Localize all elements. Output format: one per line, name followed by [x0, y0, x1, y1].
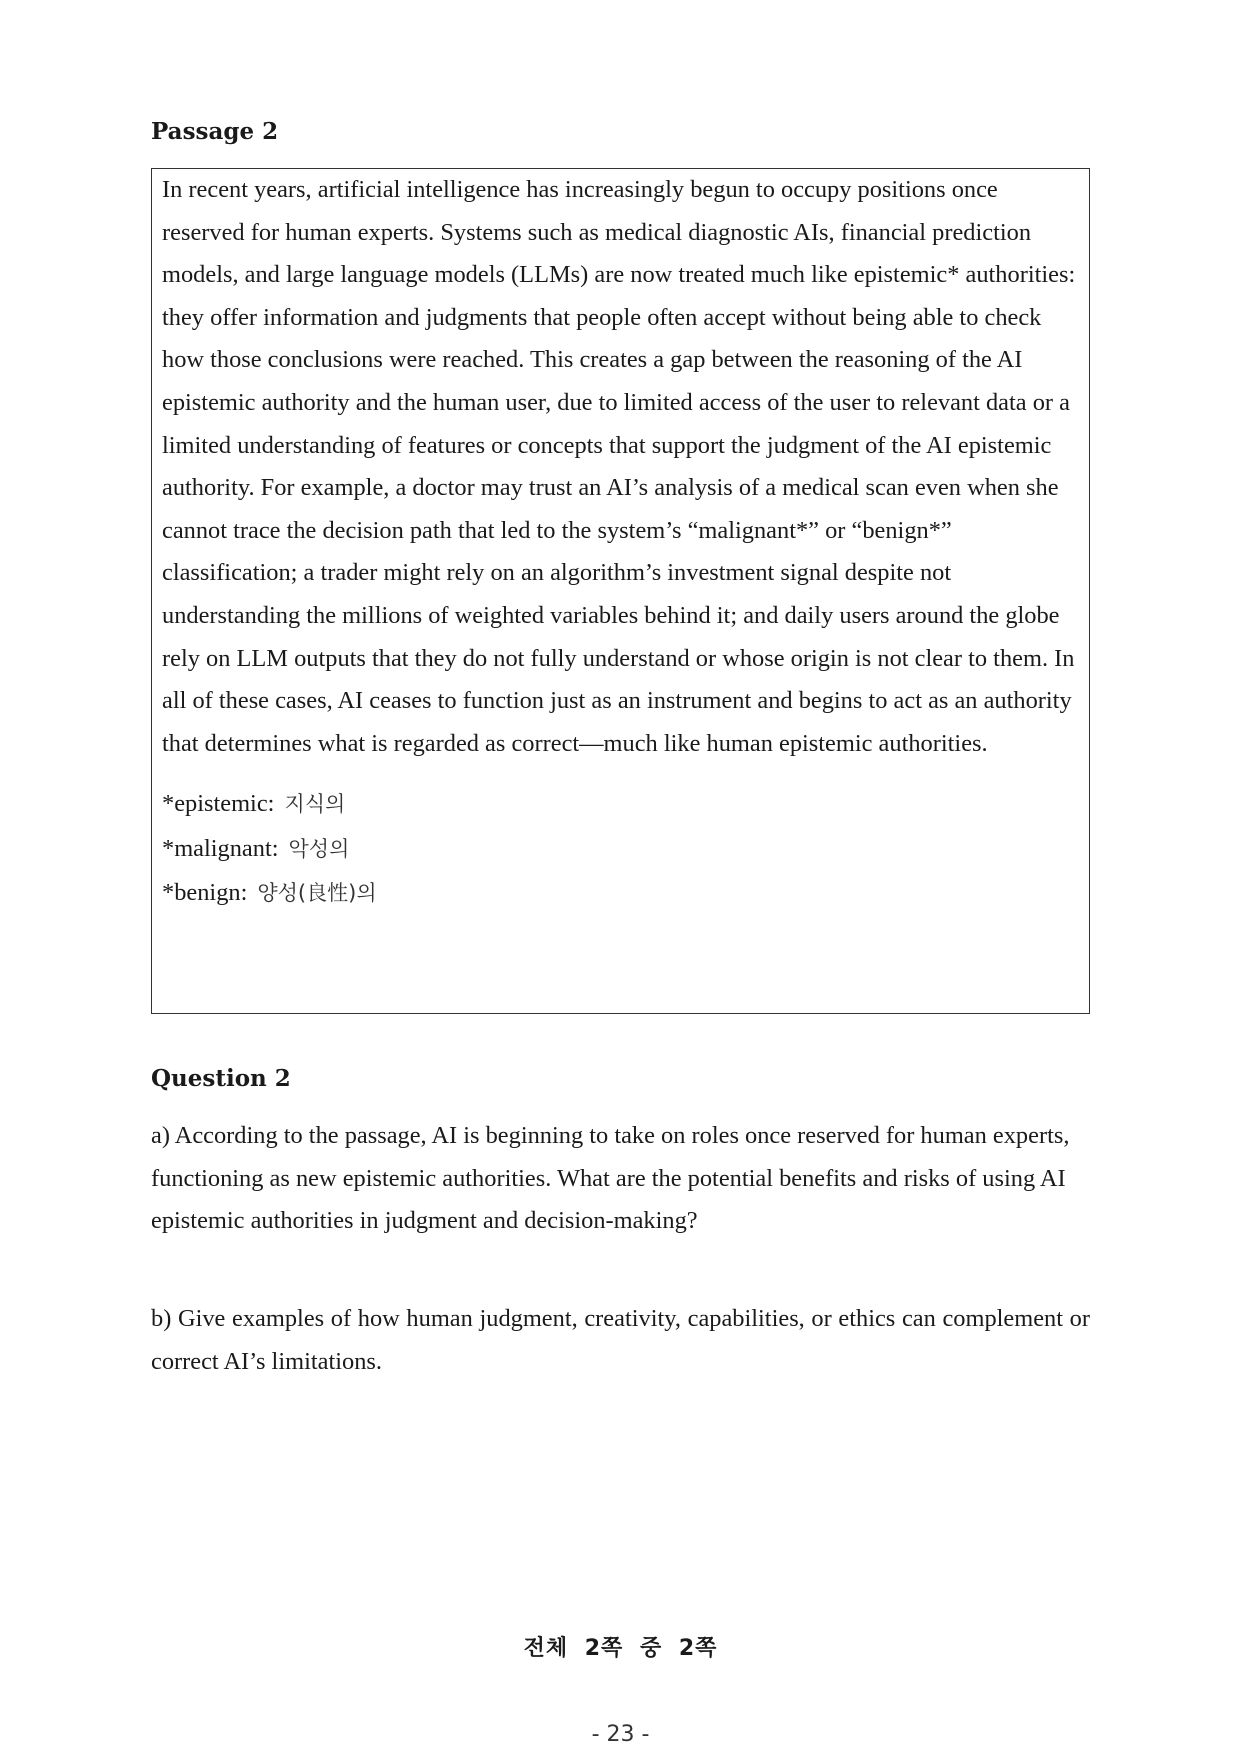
question-part-b: b) Give examples of how human judgment, creativity, capabilities, or ethics can complement or correct AI’s limitations.: [151, 1305, 1090, 1375]
question-part-a: a) According to the passage, AI is beginning to take on roles once reserved for human experts, functioning as new epistemic authorities. What are the potential benefits and risks of using AI epistemic authorities in judgment and decision-making?: [151, 1122, 1070, 1235]
footnote-epistemic: [162, 782, 1079, 827]
page-count-label: 전체 2쪽 중 2쪽: [523, 1636, 718, 1661]
footnote-term: *epistemic:: [162, 790, 275, 818]
footnote-definition: 양성(良性)의: [257, 881, 377, 906]
footnote-malignant: [162, 827, 1079, 872]
page-number: - 23 -: [591, 1722, 650, 1747]
question-heading: Question 2: [151, 1065, 291, 1092]
footnote-term: *malignant:: [162, 834, 279, 862]
passage-body: In recent years, artificial intelligence has increasingly begun to occupy positions once reserved for human experts. Systems such as medical diagnostic AIs, financial prediction models, and large language models (LLMs) are now treated much like epistemic* authorities: they offer information and judgments that people often accept without being able to check how those conclusions were reached. This creates a gap between the reasoning of the AI epistemic authority and the human user, due to limited access of the user to relevant data or a limited understanding of features or concepts that support the judgment of the AI epistemic authority. For example, a doctor may trust an AI’s analysis of a medical scan even when she cannot trace the decision path that led to the system’s “malignant*” or “benign*” classification; a trader might rely on an algorithm’s investment signal despite not understanding the millions of weighted variables behind it; and daily users around the globe rely on LLM outputs that they do not fully understand or whose origin is not clear to them. In all of these cases, AI ceases to function just as an instrument and begins to act as an authority that determines what is regarded as correct—much like human epistemic authorities.: [162, 176, 1076, 757]
footnote-term: *benign:: [162, 879, 248, 907]
passage-box: [151, 168, 1090, 1014]
footnote-benign: [162, 871, 1079, 916]
passage-heading: Passage 2: [151, 118, 279, 145]
footnote-definition: 지식의: [284, 792, 346, 817]
footnotes: [162, 782, 1079, 916]
footnote-definition: 악성의: [288, 836, 350, 861]
